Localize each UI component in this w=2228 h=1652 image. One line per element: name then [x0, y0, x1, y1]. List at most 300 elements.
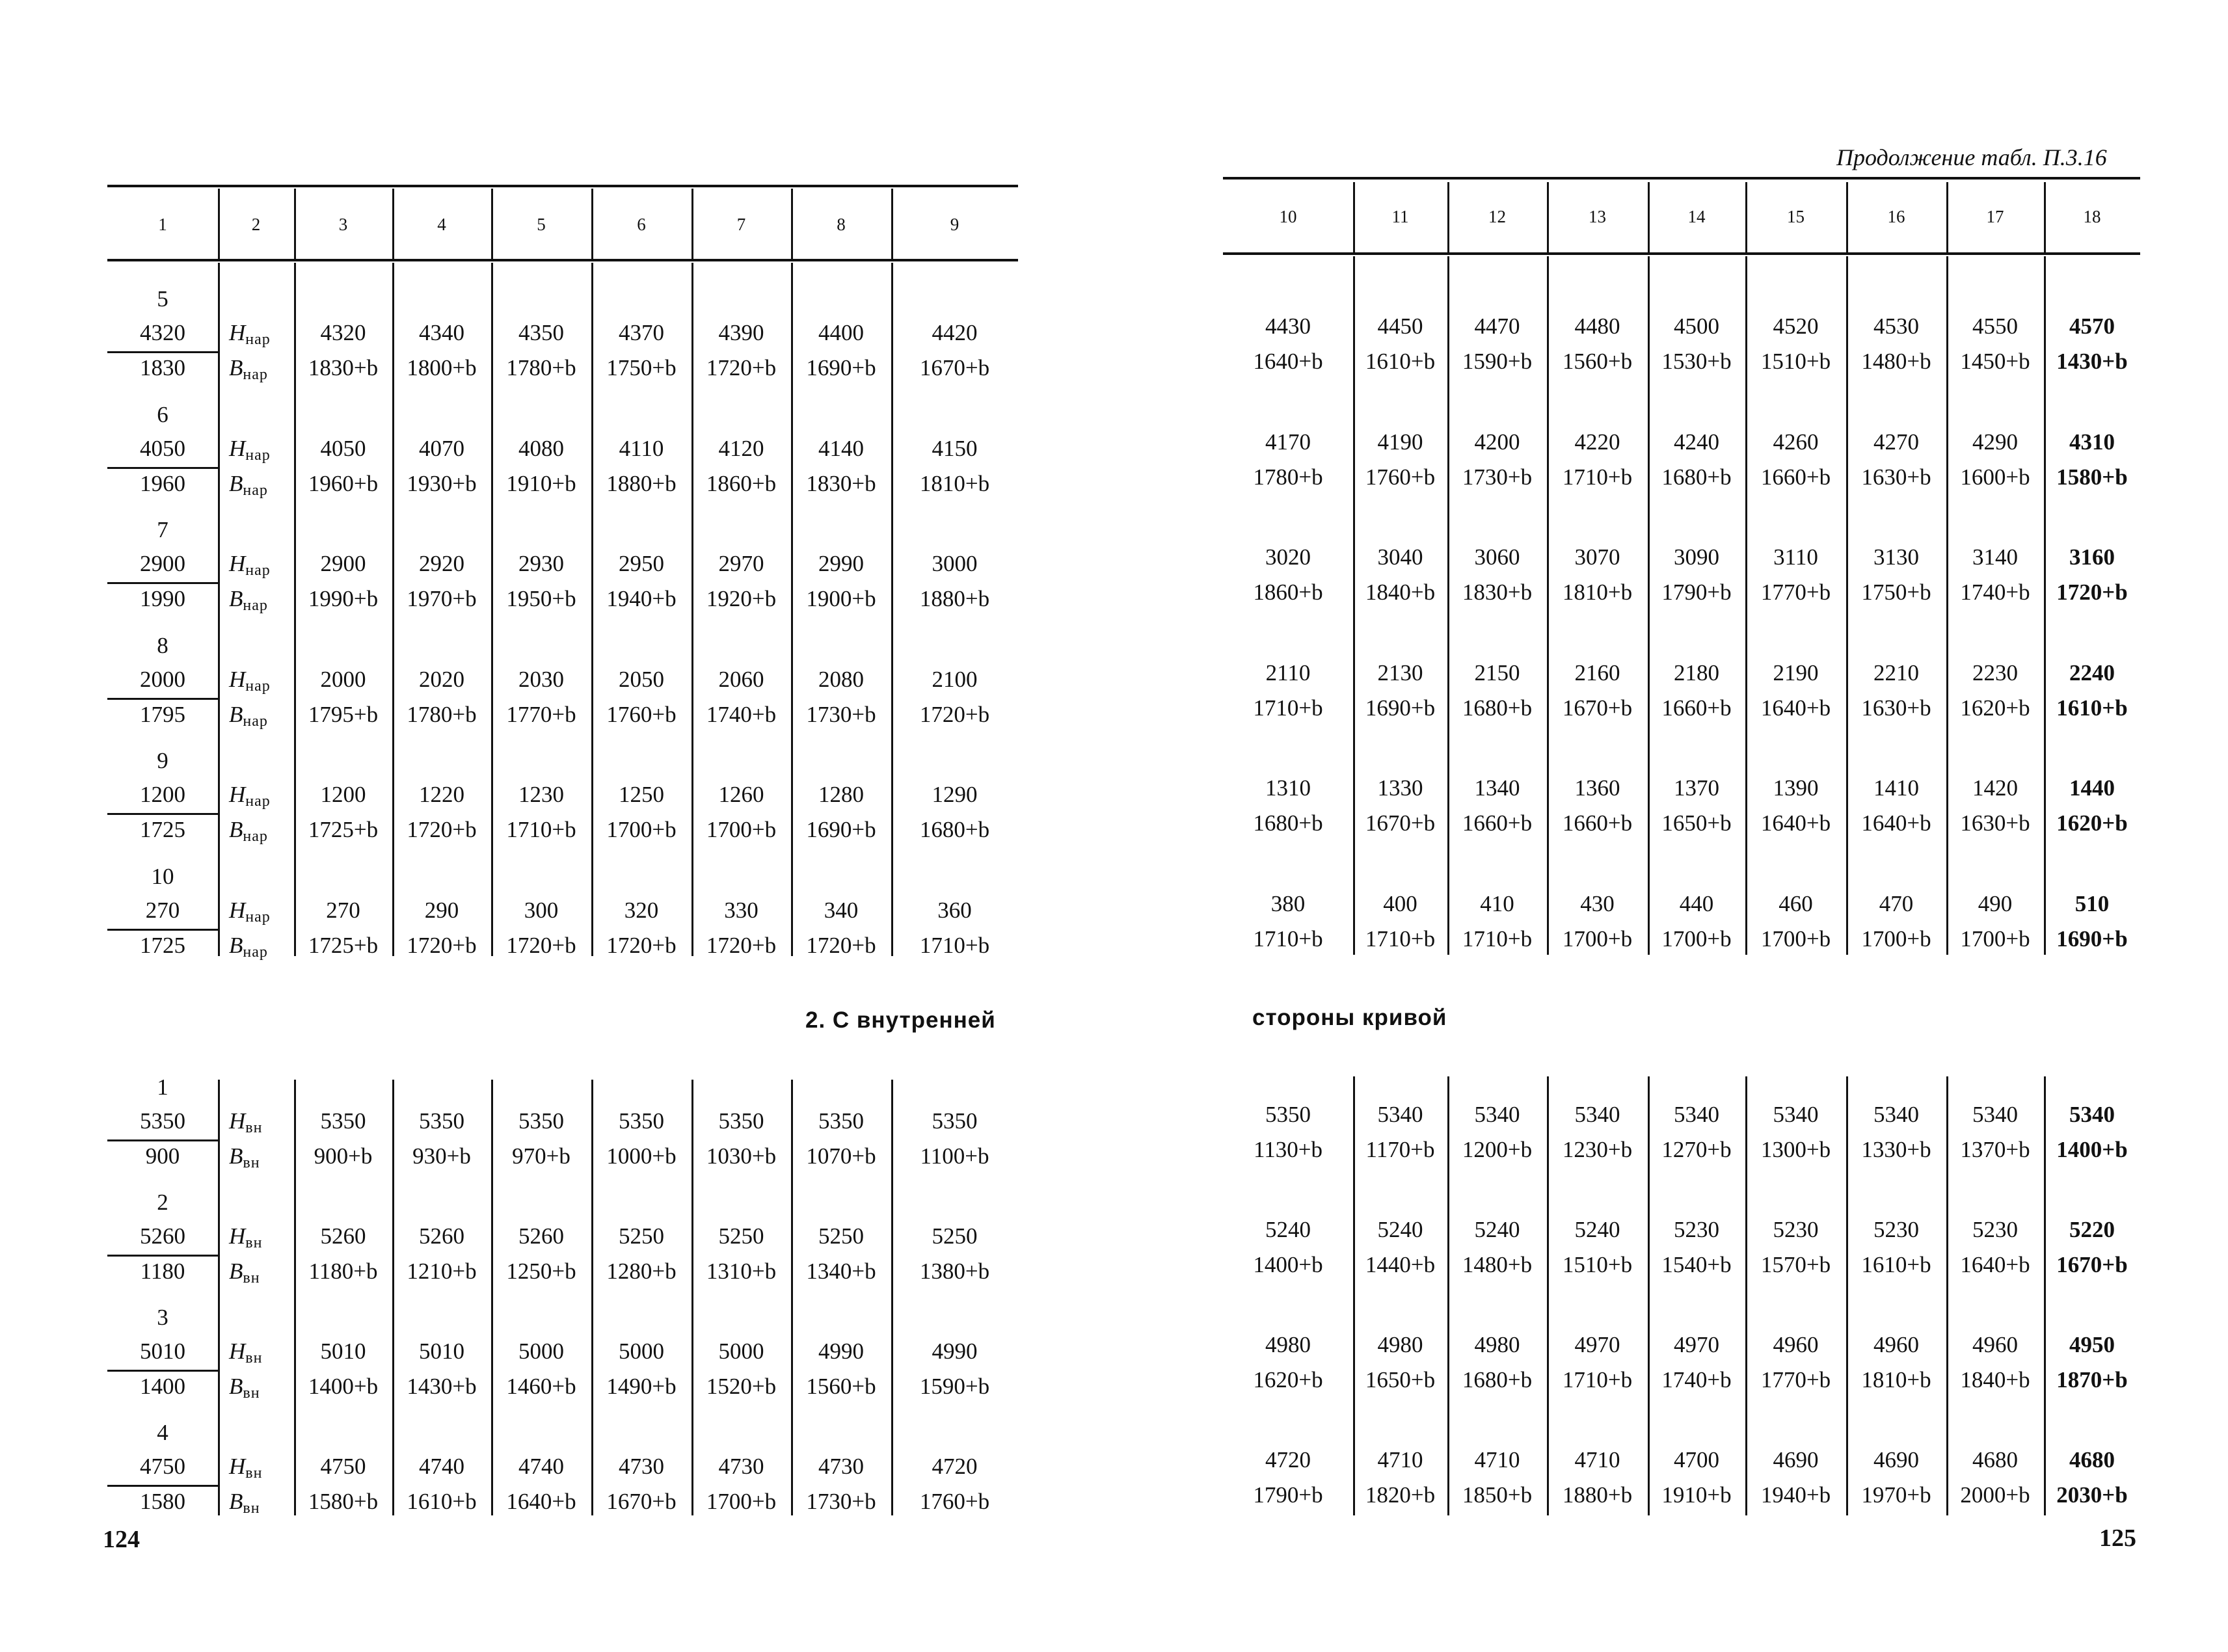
cell-B: 1960+b: [308, 470, 379, 496]
column-number-13: 13: [1589, 207, 1606, 226]
cell-H-right: 5240: [1574, 1217, 1620, 1242]
cell-H-right: 4550: [1972, 313, 2018, 339]
cell-B: 1100+b: [920, 1143, 989, 1169]
cell-H: 4730: [619, 1454, 664, 1479]
cell-B: 1710+b: [506, 817, 576, 842]
cell-B-right: 1700+b: [1861, 926, 1931, 952]
cell-B-right: 1610+b: [1861, 1252, 1931, 1277]
cell-B: 1760+b: [919, 1489, 990, 1514]
cell-B-right: 1690+b: [1365, 695, 1436, 721]
label-H: [229, 551, 271, 583]
cell-B: 1720+b: [806, 932, 876, 958]
cell-H-right: 2240: [2069, 659, 2115, 686]
cell-B-right: 1810+b: [1562, 580, 1633, 605]
cell-H-right: 3070: [1574, 544, 1620, 570]
column-number-18: 18: [2083, 207, 2101, 226]
label-H-subscript: нар: [245, 562, 271, 579]
cell-B-right: 1690+b: [2056, 926, 2128, 952]
label-B-symbol: B: [229, 1374, 243, 1399]
cell-H: 4370: [619, 320, 664, 345]
fraction-bar: [107, 582, 218, 584]
cell-H: 4400: [818, 320, 864, 345]
cell-B: 970+b: [512, 1143, 570, 1169]
cell-B: 1690+b: [806, 355, 876, 380]
cell-H-right: 3040: [1377, 544, 1423, 570]
cell-H: 320: [624, 897, 659, 923]
cell-B-right: 1710+b: [1253, 926, 1323, 952]
cell-H-right: 4170: [1265, 429, 1311, 455]
cell-B-right: 1670+b: [2056, 1252, 2128, 1277]
label-B-subscript: нар: [243, 828, 268, 845]
page-number-right: 125: [2099, 1525, 2136, 1552]
label-H-subscript: нар: [245, 793, 271, 810]
cell-B-right: 1440+b: [1365, 1252, 1436, 1277]
cell-B-right: 1700+b: [1562, 926, 1633, 952]
label-B-subscript: вн: [243, 1385, 260, 1402]
cell-B: 1580+b: [308, 1489, 379, 1514]
cell-H-right: 5340: [1674, 1102, 1719, 1127]
cell-B-right: 1620+b: [1253, 1367, 1323, 1392]
cell-H-right: 4520: [1773, 313, 1819, 339]
fraction-bar: [107, 929, 218, 931]
label-H-symbol: H: [229, 666, 246, 692]
label-H: [229, 436, 271, 468]
label-H-subscript: вн: [245, 1234, 263, 1251]
cell-B: 900+b: [314, 1143, 373, 1169]
row-number: 3: [157, 1305, 168, 1330]
label-B-subscript: вн: [243, 1500, 260, 1517]
cell-H: 1260: [718, 782, 764, 807]
cell-H: 300: [524, 897, 559, 923]
column-number-10: 10: [1279, 207, 1297, 226]
cell-H-right: 4970: [1674, 1332, 1719, 1357]
column-number-15: 15: [1787, 207, 1805, 226]
label-H-subscript: нар: [245, 908, 271, 926]
cell-B-right: 1300+b: [1760, 1137, 1831, 1162]
cell-H-right: 5220: [2069, 1217, 2115, 1242]
label-H-symbol: H: [229, 1108, 246, 1134]
cell-H-right: 440: [1679, 890, 1714, 916]
fraction-bar: [107, 1485, 218, 1487]
cell-H-right: 4950: [2069, 1332, 2115, 1357]
cell-B-right: 1430+b: [2056, 349, 2128, 374]
fraction-denominator: 1990: [140, 586, 185, 611]
cell-B-right: 1630+b: [1861, 464, 1931, 490]
section-title-right: стороны кривой: [1252, 1005, 1447, 1030]
cell-H: 5000: [518, 1339, 564, 1364]
cell-B-right: 1570+b: [1760, 1252, 1831, 1277]
cell-H: 2900: [320, 551, 366, 576]
label-B-symbol: B: [229, 1259, 243, 1284]
cell-B: 1920+b: [706, 586, 777, 611]
cell-H: 2060: [718, 666, 764, 692]
cell-H: 4110: [619, 435, 664, 461]
label-H: [229, 667, 271, 699]
cell-B: 1460+b: [506, 1374, 576, 1399]
fraction-bar: [107, 1370, 218, 1372]
cell-H: 5350: [718, 1108, 764, 1134]
cell-B: 1910+b: [506, 470, 576, 496]
row-number: 4: [157, 1420, 168, 1445]
fraction-numerator: 4320: [140, 320, 185, 345]
cell-B: 1760+b: [606, 701, 677, 727]
cell-H-right: 4200: [1474, 429, 1520, 455]
cell-B-right: 1740+b: [1960, 580, 2030, 605]
fraction-bar: [107, 698, 218, 700]
cell-B-right: 1880+b: [1562, 1482, 1633, 1508]
cell-B-right: 1630+b: [1861, 695, 1931, 721]
column-number-4: 4: [437, 215, 446, 234]
fraction-bar: [107, 1139, 218, 1141]
cell-H-right: 1370: [1674, 775, 1719, 801]
cell-H: 2970: [718, 551, 764, 576]
cell-H: 5350: [320, 1108, 366, 1134]
column-number-3: 3: [338, 215, 348, 234]
cell-B: 1930+b: [407, 470, 477, 496]
cell-B: 1830+b: [806, 470, 876, 496]
cell-H-right: 5230: [1873, 1217, 1919, 1242]
label-H: [229, 782, 271, 814]
fraction-bar: [107, 813, 218, 815]
cell-B-right: 1840+b: [1960, 1367, 2030, 1392]
cell-B-right: 1830+b: [1462, 580, 1533, 605]
cell-B-right: 1640+b: [1760, 695, 1831, 721]
cell-H-right: 1440: [2069, 775, 2115, 801]
cell-H: 5250: [818, 1223, 864, 1249]
cell-H: 270: [326, 897, 360, 923]
label-B: [229, 702, 268, 734]
column-number-9: 9: [950, 215, 960, 234]
label-B: [229, 586, 268, 619]
cell-B: 1780+b: [407, 701, 477, 727]
cell-B-right: 1650+b: [1661, 810, 1732, 836]
cell-H: 4740: [518, 1454, 564, 1479]
cell-H-right: 4690: [1773, 1447, 1819, 1472]
cell-H-right: 4700: [1674, 1447, 1719, 1472]
cell-H: 2920: [419, 551, 464, 576]
cell-B-right: 1820+b: [1365, 1482, 1436, 1508]
cell-H-right: 1330: [1377, 775, 1423, 801]
cell-H: 4150: [932, 435, 978, 461]
cell-H: 4320: [320, 320, 366, 345]
cell-H: 330: [724, 897, 758, 923]
label-B: [229, 817, 268, 849]
table-continuation-caption: Продолжение табл. П.3.16: [1836, 144, 2107, 170]
column-number-16: 16: [1887, 207, 1905, 226]
cell-B: 1280+b: [606, 1259, 677, 1284]
row-number: 10: [151, 863, 174, 889]
cell-B-right: 1660+b: [1760, 464, 1831, 490]
cell-B: 1180+b: [308, 1259, 378, 1284]
cell-B-right: 1760+b: [1365, 464, 1436, 490]
label-H: [229, 1454, 262, 1486]
page-number-left: 124: [103, 1526, 140, 1553]
cell-H-right: 5340: [1377, 1102, 1423, 1127]
cell-B-right: 1650+b: [1365, 1367, 1436, 1392]
cell-B-right: 1870+b: [2056, 1367, 2128, 1392]
section-title-left: 2. С внутренней: [805, 1007, 996, 1033]
fraction-denominator: 1725: [140, 932, 185, 958]
cell-H-right: 5340: [2069, 1102, 2115, 1127]
cell-B-right: 1660+b: [1462, 810, 1533, 836]
cell-H-right: 5340: [1474, 1102, 1520, 1127]
cell-H: 4390: [718, 320, 764, 345]
cell-H-right: 1390: [1773, 775, 1819, 801]
label-B-subscript: нар: [243, 712, 268, 730]
cell-B-right: 1170+b: [1365, 1137, 1435, 1162]
cell-B-right: 1660+b: [1562, 810, 1633, 836]
cell-H: 5350: [518, 1108, 564, 1134]
cell-B-right: 1640+b: [1960, 1252, 2030, 1277]
cell-H-right: 3110: [1773, 544, 1818, 570]
cell-B-right: 1910+b: [1661, 1482, 1732, 1508]
label-B: [229, 1489, 260, 1521]
cell-H: 5010: [419, 1339, 464, 1364]
fraction-denominator: 1180: [140, 1259, 185, 1284]
cell-B-right: 1640+b: [1253, 349, 1323, 374]
cell-B-right: 1970+b: [1861, 1482, 1931, 1508]
cell-B-right: 2030+b: [2056, 1482, 2128, 1508]
cell-B-right: 1700+b: [1960, 926, 2030, 952]
cell-B-right: 1860+b: [1253, 580, 1323, 605]
cell-B: 1780+b: [506, 355, 576, 380]
cell-B-right: 1590+b: [1462, 349, 1533, 374]
cell-H-right: 4710: [1474, 1447, 1520, 1472]
cell-H-right: 5340: [1773, 1102, 1819, 1127]
cell-B-right: 1710+b: [1365, 926, 1436, 952]
cell-H-right: 3060: [1474, 544, 1520, 570]
cell-B: 1680+b: [919, 817, 990, 842]
cell-B: 1810+b: [919, 470, 990, 496]
cell-H-right: 4960: [1773, 1332, 1819, 1357]
label-B-symbol: B: [229, 1489, 243, 1514]
cell-H: 1200: [320, 782, 366, 807]
cell-H-right: 4450: [1377, 313, 1423, 339]
cell-B-right: 1670+b: [1365, 810, 1436, 836]
cell-H: 1230: [518, 782, 564, 807]
label-B-symbol: B: [229, 932, 243, 958]
cell-B: 1690+b: [806, 817, 876, 842]
label-H-subscript: нар: [245, 446, 271, 464]
cell-H: 5010: [320, 1339, 366, 1364]
label-H-symbol: H: [229, 897, 246, 923]
cell-B-right: 1660+b: [1661, 695, 1732, 721]
cell-B: 1430+b: [407, 1374, 477, 1399]
cell-H-right: 5340: [1972, 1102, 2018, 1127]
cell-H: 5350: [419, 1108, 464, 1134]
cell-H-right: 5230: [1674, 1217, 1719, 1242]
fraction-numerator: 5010: [140, 1339, 185, 1364]
right-header-top-rule: [1223, 177, 2140, 180]
column-number-2: 2: [251, 215, 261, 234]
fraction-numerator: 2000: [140, 666, 185, 692]
cell-B-right: 1780+b: [1253, 464, 1323, 490]
cell-B: 1700+b: [606, 817, 677, 842]
cell-H: 340: [824, 897, 859, 923]
label-H-subscript: вн: [245, 1465, 263, 1482]
row-number: 5: [157, 286, 168, 312]
label-H-subscript: вн: [245, 1350, 263, 1366]
cell-B-right: 1580+b: [2056, 464, 2128, 490]
cell-H-right: 5240: [1474, 1217, 1520, 1242]
cell-H-right: 2160: [1574, 659, 1620, 686]
cell-H: 2950: [619, 551, 664, 576]
cell-H-right: 1360: [1574, 775, 1620, 801]
cell-H-right: 3090: [1674, 544, 1719, 570]
cell-B: 1730+b: [806, 701, 876, 727]
cell-B: 1720+b: [706, 355, 777, 380]
fraction-denominator: 1830: [140, 355, 185, 380]
cell-H-right: 4290: [1972, 429, 2018, 455]
cell-H: 2020: [419, 666, 464, 692]
cell-H: 4070: [419, 435, 464, 461]
fraction-numerator: 2900: [140, 551, 185, 576]
cell-H-right: 3130: [1873, 544, 1919, 570]
cell-H: 2050: [619, 666, 664, 692]
cell-H: 5250: [619, 1223, 664, 1249]
cell-H: 2930: [518, 551, 564, 576]
cell-B: 1250+b: [506, 1259, 576, 1284]
cell-B-right: 1600+b: [1960, 464, 2030, 490]
cell-H: 1280: [818, 782, 864, 807]
cell-B: 1880+b: [919, 586, 990, 611]
cell-B: 1770+b: [506, 701, 576, 727]
cell-H: 4120: [718, 435, 764, 461]
fraction-bar: [107, 351, 218, 353]
cell-B: 1610+b: [407, 1489, 477, 1514]
cell-H: 1220: [419, 782, 464, 807]
cell-B: 1720+b: [606, 932, 677, 958]
label-B-subscript: вн: [243, 1270, 260, 1286]
cell-B-right: 1710+b: [1462, 926, 1533, 952]
cell-H-right: 3160: [2069, 544, 2115, 570]
cell-H-right: 400: [1383, 890, 1417, 916]
cell-H: 290: [424, 897, 459, 923]
cell-B: 1830+b: [308, 355, 379, 380]
row-number: 9: [157, 748, 168, 773]
cell-B: 1700+b: [706, 817, 777, 842]
cell-H-right: 4500: [1674, 313, 1719, 339]
cell-B: 1310+b: [706, 1259, 777, 1284]
fraction-denominator: 900: [145, 1143, 180, 1169]
cell-H-right: 4980: [1474, 1332, 1520, 1357]
cell-B-right: 1700+b: [1760, 926, 1831, 952]
cell-H: 5260: [518, 1223, 564, 1249]
cell-B: 1000+b: [606, 1143, 677, 1169]
cell-H-right: 5340: [1873, 1102, 1919, 1127]
cell-H-right: 4430: [1265, 313, 1311, 339]
left-header-top-rule: [107, 185, 1018, 187]
fraction-numerator: 5260: [140, 1223, 185, 1249]
cell-B-right: 1670+b: [1562, 695, 1633, 721]
cell-H-right: 380: [1270, 890, 1306, 916]
cell-B-right: 1680+b: [1661, 464, 1732, 490]
cell-H-right: 4190: [1377, 429, 1423, 455]
cell-H: 5000: [718, 1339, 764, 1364]
cell-H-right: 1410: [1873, 775, 1919, 801]
cell-B-right: 1200+b: [1462, 1137, 1533, 1162]
fraction-denominator: 1400: [140, 1374, 185, 1399]
cell-B-right: 1400+b: [2056, 1137, 2128, 1162]
cell-B-right: 1530+b: [1661, 349, 1732, 374]
cell-H-right: 4970: [1574, 1332, 1620, 1357]
cell-H-right: 410: [1480, 890, 1514, 916]
fraction-numerator: 5350: [140, 1108, 185, 1134]
cell-B-right: 1620+b: [1960, 695, 2030, 721]
fraction-numerator: 4050: [140, 435, 185, 461]
label-B-symbol: B: [229, 817, 243, 842]
label-B-symbol: B: [229, 701, 243, 727]
cell-B-right: 1790+b: [1253, 1482, 1323, 1508]
cell-B-right: 1680+b: [1253, 810, 1323, 836]
cell-H: 2100: [932, 666, 978, 692]
cell-H-right: 5230: [1972, 1217, 2018, 1242]
cell-B-right: 1610+b: [1365, 349, 1436, 374]
cell-H-right: 4680: [1972, 1447, 2018, 1472]
cell-B: 1720+b: [706, 932, 777, 958]
label-B-subscript: вн: [243, 1154, 260, 1171]
cell-H-right: 4270: [1873, 429, 1919, 455]
cell-B: 1720+b: [919, 701, 990, 727]
label-H-symbol: H: [229, 782, 246, 807]
cell-H: 1290: [932, 782, 978, 807]
cell-H-right: 3140: [1972, 544, 2018, 570]
label-H: [229, 320, 271, 353]
cell-B-right: 1610+b: [2056, 695, 2128, 721]
cell-H: 4720: [932, 1454, 978, 1479]
cell-B-right: 1770+b: [1760, 580, 1831, 605]
cell-H: 4080: [518, 435, 564, 461]
cell-B-right: 1790+b: [1661, 580, 1732, 605]
cell-H-right: 4980: [1265, 1332, 1311, 1357]
cell-H-right: 510: [2074, 890, 2110, 916]
cell-H: 1250: [619, 782, 664, 807]
cell-B-right: 1710+b: [1562, 464, 1633, 490]
cell-H: 3000: [932, 551, 978, 576]
cell-B-right: 1810+b: [1861, 1367, 1931, 1392]
cell-B-right: 1480+b: [1861, 349, 1931, 374]
cell-H-right: 4260: [1773, 429, 1819, 455]
cell-B: 1720+b: [407, 932, 477, 958]
cell-B-right: 1840+b: [1365, 580, 1436, 605]
cell-H: 4420: [932, 320, 978, 345]
cell-B: 1990+b: [308, 586, 379, 611]
label-B-symbol: B: [229, 355, 243, 380]
cell-B: 1340+b: [806, 1259, 876, 1284]
column-number-8: 8: [837, 215, 846, 234]
cell-B-right: 1680+b: [1462, 695, 1533, 721]
cell-B: 1800+b: [407, 355, 477, 380]
label-H-symbol: H: [229, 1454, 246, 1479]
label-H-symbol: H: [229, 1339, 246, 1364]
cell-B: 1210+b: [407, 1259, 477, 1284]
cell-B-right: 1480+b: [1462, 1252, 1533, 1277]
cell-H: 5250: [718, 1223, 764, 1249]
cell-H: 5350: [818, 1108, 864, 1134]
cell-H-right: 4710: [1377, 1447, 1423, 1472]
cell-H-right: 5240: [1377, 1217, 1423, 1242]
cell-H-right: 4480: [1574, 313, 1620, 339]
label-B: [229, 471, 268, 503]
fraction-denominator: 1580: [140, 1489, 185, 1514]
fraction-numerator: 4750: [140, 1454, 185, 1479]
cell-B-right: 1330+b: [1861, 1137, 1931, 1162]
cell-H: 4050: [320, 435, 366, 461]
cell-B-right: 2000+b: [1960, 1482, 2030, 1508]
label-B: [229, 355, 268, 388]
cell-H-right: 4240: [1674, 429, 1719, 455]
cell-B-right: 1640+b: [1760, 810, 1831, 836]
